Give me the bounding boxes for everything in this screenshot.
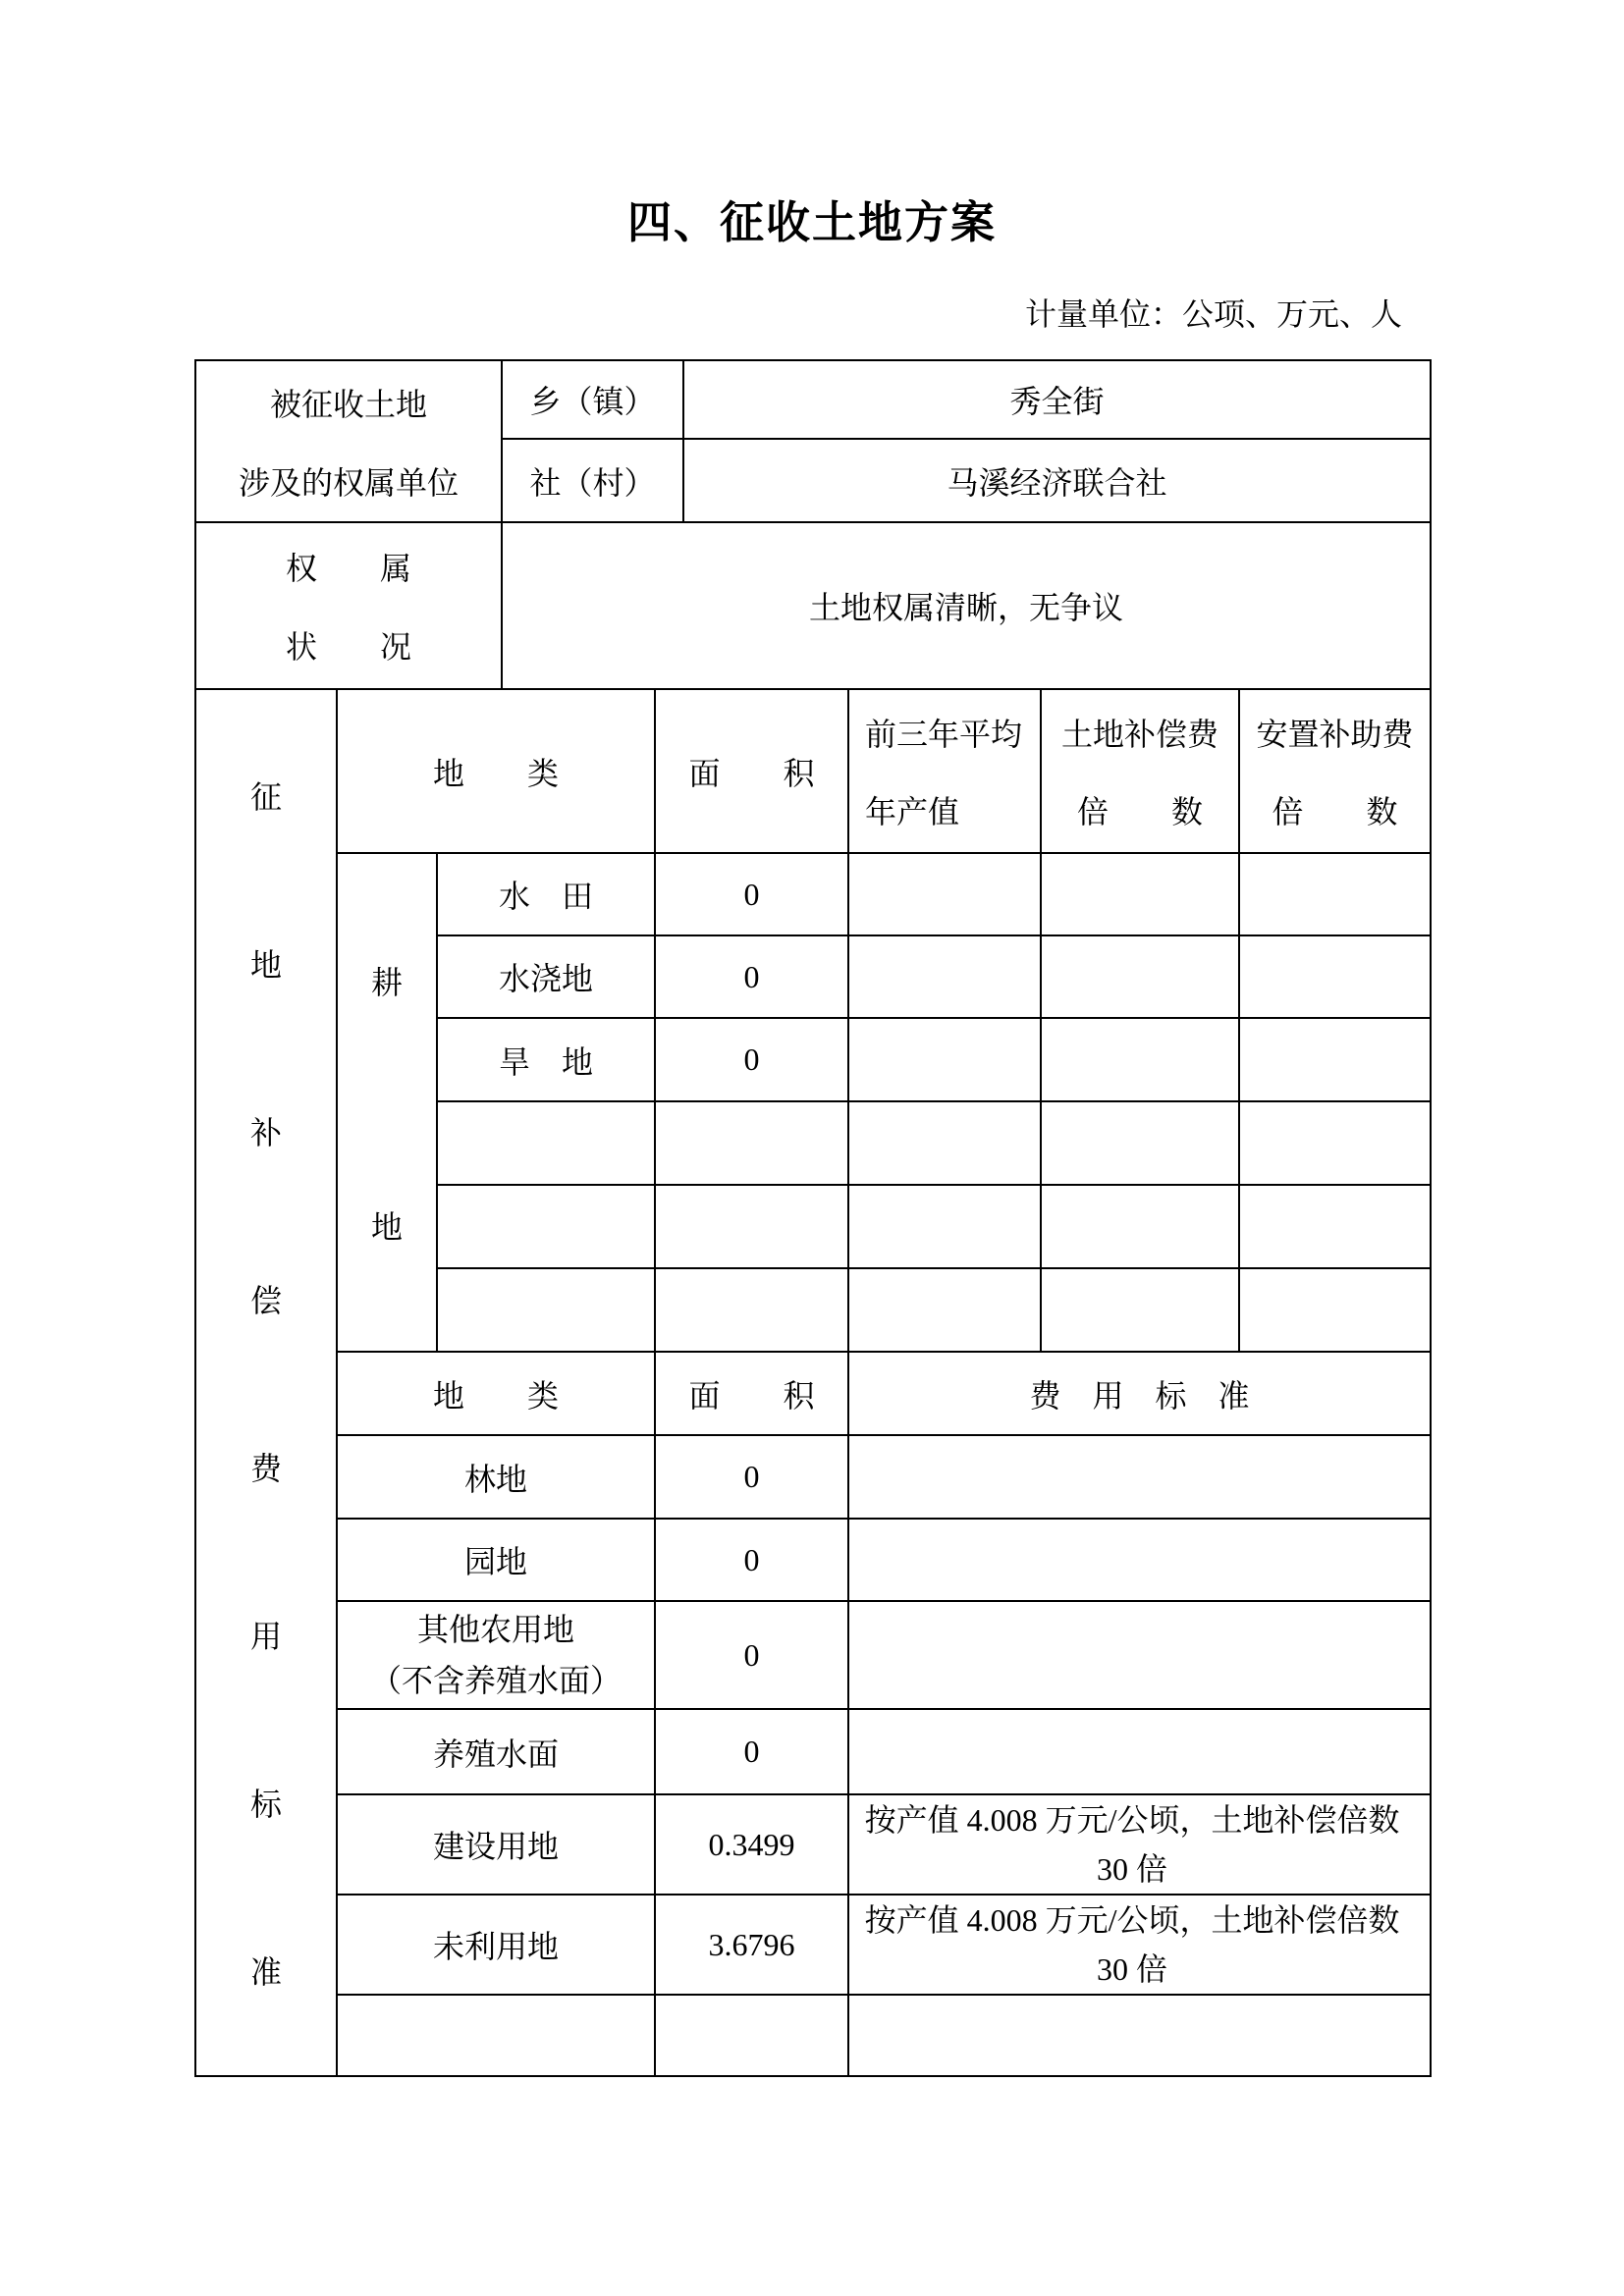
table-row bbox=[195, 1895, 1431, 1995]
area-value-cell: 3.6796 bbox=[655, 1895, 848, 1995]
table-row bbox=[195, 1709, 1431, 1794]
owner-unit-label-cell bbox=[195, 360, 502, 522]
avg-output-value-cell bbox=[848, 1018, 1041, 1101]
land-comp-value-cell bbox=[1041, 1018, 1239, 1101]
land-comp-value-cell bbox=[1041, 1185, 1239, 1268]
header2-area-cell: 面 积 bbox=[655, 1352, 848, 1435]
area-value-cell bbox=[655, 1268, 848, 1352]
owner-unit-label-line2: 涉及的权属单位 bbox=[239, 464, 460, 501]
cultivated-land-group-label: 耕 地 bbox=[370, 964, 403, 1245]
area-value-cell: 0 bbox=[655, 1435, 848, 1519]
table-row bbox=[195, 1519, 1431, 1601]
avg-output-value-cell bbox=[848, 1101, 1041, 1185]
header-land-type-cell: 地 类 bbox=[337, 689, 655, 853]
cost-standard-cell bbox=[848, 1601, 1431, 1709]
township-value-cell: 秀全街 bbox=[683, 360, 1431, 439]
header-avg-output-cell bbox=[848, 689, 1041, 853]
land-type-cell: 建设用地 bbox=[337, 1794, 655, 1895]
tenure-status-label-line1: 权 属 bbox=[286, 551, 412, 586]
cost-standard-cell bbox=[848, 1435, 1431, 1519]
area-value-cell bbox=[655, 1185, 848, 1268]
header-resettlement-subsidy-multiple: 安置补助费 倍 数 bbox=[1256, 717, 1414, 829]
area-value-cell bbox=[655, 1101, 848, 1185]
land-type-cell: 水 田 bbox=[437, 853, 655, 935]
tenure-status-label-cell bbox=[195, 522, 502, 689]
township-label-cell: 乡（镇） bbox=[502, 360, 683, 439]
avg-output-value-cell bbox=[848, 935, 1041, 1018]
header-land-compensation-multiple: 土地补偿费 倍 数 bbox=[1061, 717, 1219, 829]
table-row bbox=[195, 1794, 1431, 1895]
land-type-cell: 未利用地 bbox=[337, 1895, 655, 1995]
resettle-value-cell bbox=[1239, 1101, 1431, 1185]
resettle-value-cell bbox=[1239, 935, 1431, 1018]
avg-output-value-cell bbox=[848, 853, 1041, 935]
owner-unit-label-line1: 被征收土地 bbox=[270, 386, 428, 422]
cost-standard-cell bbox=[848, 1709, 1431, 1794]
header-area-cell: 面 积 bbox=[655, 689, 848, 853]
table-row bbox=[195, 1435, 1431, 1519]
table-row bbox=[195, 360, 1431, 439]
table-row bbox=[195, 689, 1431, 853]
cost-standard-cell: 按产值 4.008 万元/公顷，土地补偿倍数 30 倍 bbox=[848, 1895, 1431, 1995]
tenure-status-value-cell: 土地权属清晰，无争议 bbox=[502, 522, 1431, 689]
land-type-cell: 旱 地 bbox=[437, 1018, 655, 1101]
area-value-cell bbox=[655, 1995, 848, 2076]
header-resettlement-subsidy-multiple-cell bbox=[1239, 689, 1431, 853]
cost-standard-cell bbox=[848, 1995, 1431, 2076]
land-type-cell: 养殖水面 bbox=[337, 1709, 655, 1794]
area-value-cell: 0 bbox=[655, 1018, 848, 1101]
land-type-cell bbox=[437, 1185, 655, 1268]
cost-standard-cell bbox=[848, 1519, 1431, 1601]
resettle-value-cell bbox=[1239, 1185, 1431, 1268]
land-comp-value-cell bbox=[1041, 853, 1239, 935]
resettle-value-cell bbox=[1239, 1268, 1431, 1352]
compensation-standard-side-label: 征 地 补 偿 费 用 标 准 bbox=[249, 779, 282, 1990]
header-avg-output: 前三年平均 年产值 bbox=[865, 717, 1023, 829]
header2-land-type-cell: 地 类 bbox=[337, 1352, 655, 1435]
cost-standard-cell: 按产值 4.008 万元/公顷，土地补偿倍数 30 倍 bbox=[848, 1794, 1431, 1895]
table-row bbox=[195, 1352, 1431, 1435]
land-type-cell: 其他农用地 （不含养殖水面） bbox=[337, 1601, 655, 1709]
land-type-cell: 园地 bbox=[337, 1519, 655, 1601]
land-type-cell bbox=[437, 1268, 655, 1352]
avg-output-value-cell bbox=[848, 1185, 1041, 1268]
area-value-cell: 0 bbox=[655, 935, 848, 1018]
land-acquisition-table bbox=[194, 359, 1432, 2077]
land-comp-value-cell bbox=[1041, 935, 1239, 1018]
land-comp-value-cell bbox=[1041, 1268, 1239, 1352]
avg-output-value-cell bbox=[848, 1268, 1041, 1352]
area-value-cell: 0 bbox=[655, 1709, 848, 1794]
cultivated-land-group-cell bbox=[337, 853, 437, 1352]
header2-cost-standard-cell: 费 用 标 准 bbox=[848, 1352, 1431, 1435]
owner-unit-label bbox=[196, 363, 501, 520]
land-comp-value-cell bbox=[1041, 1101, 1239, 1185]
land-type-cell bbox=[337, 1995, 655, 2076]
village-label-cell: 社（村） bbox=[502, 439, 683, 522]
land-type-cell: 林地 bbox=[337, 1435, 655, 1519]
area-value-cell: 0 bbox=[655, 853, 848, 935]
table-row bbox=[195, 1995, 1431, 2076]
table-row bbox=[195, 1601, 1431, 1709]
table-row bbox=[195, 853, 1431, 935]
compensation-standard-side-label-cell bbox=[195, 689, 337, 2076]
header-land-compensation-multiple-cell bbox=[1041, 689, 1239, 853]
area-value-cell: 0 bbox=[655, 1601, 848, 1709]
land-type-cell: 水浇地 bbox=[437, 935, 655, 1018]
table-row bbox=[195, 522, 1431, 689]
tenure-status-label bbox=[196, 527, 501, 684]
page-title: 四、征收土地方案 bbox=[626, 198, 997, 247]
tenure-status-label-line2: 状 况 bbox=[286, 629, 412, 665]
resettle-value-cell bbox=[1239, 853, 1431, 935]
area-value-cell: 0 bbox=[655, 1519, 848, 1601]
village-value-cell: 马溪经济联合社 bbox=[683, 439, 1431, 522]
land-type-cell bbox=[437, 1101, 655, 1185]
measure-unit-note: 计量单位：公项、万元、人 bbox=[1024, 296, 1402, 332]
area-value-cell: 0.3499 bbox=[655, 1794, 848, 1895]
resettle-value-cell bbox=[1239, 1018, 1431, 1101]
